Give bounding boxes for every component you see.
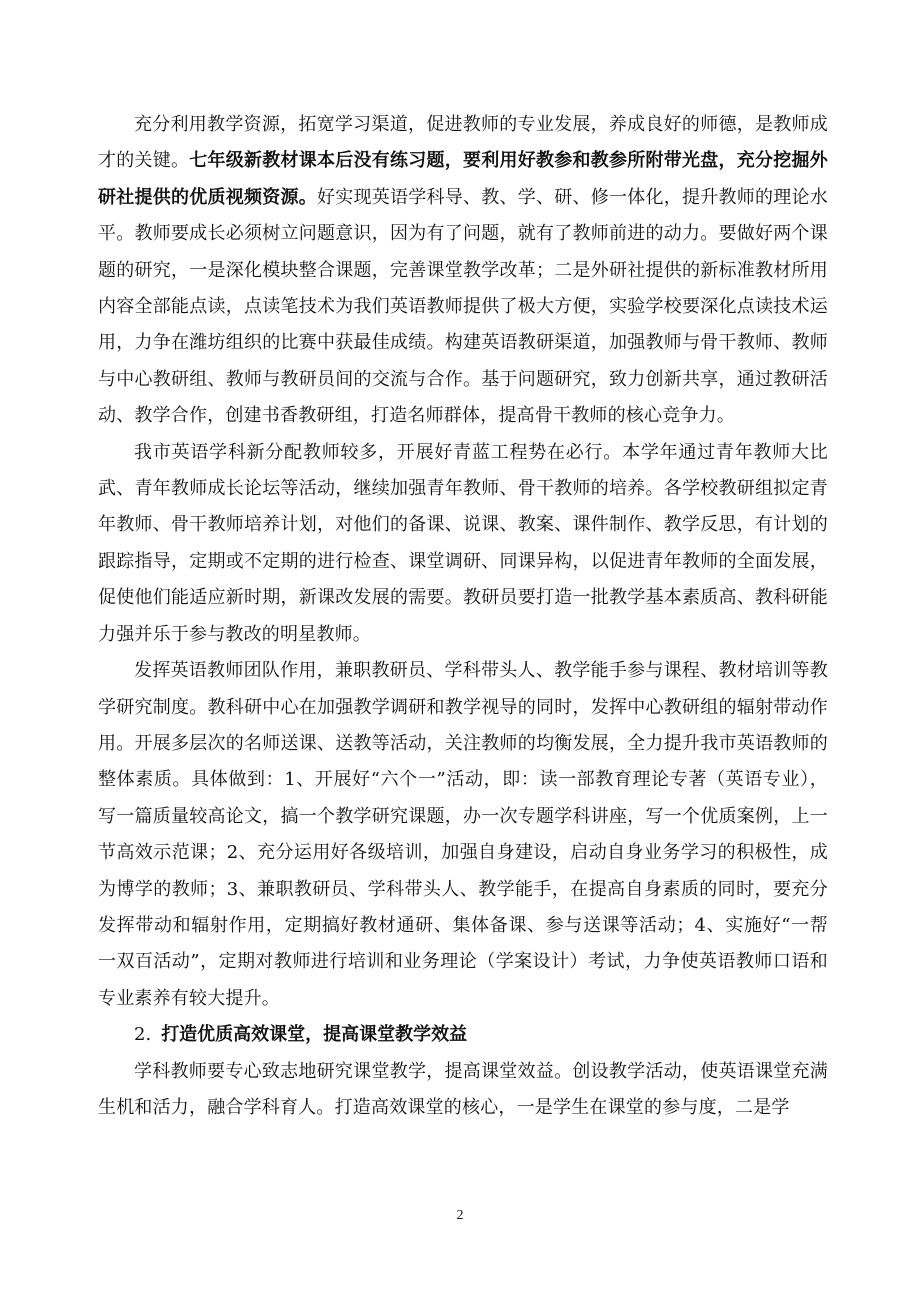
paragraph-text: 我市英语学科新分配教师较多，开展好青蓝工程势在必行。本学年通过青年教师大比武、青年教师成长论坛等活动，继续加强青年教师、骨干教师的培养。各学校教研组拟定青年教师、骨干教师培养计划，对他们的备课、说课、教案、课件制作、教学反思，有计划的跟踪指导，定期或不定期的进行检查、课堂调研、同课异构，以促进青年教师的全面发展，促使他们能适应新时期，新课改发展的需要。教研员要打造一批教学基本素质高、教科研能力强并乐于参与教改的明星教师。 [98,441,828,645]
paragraph-classroom-teaching [98,1054,828,1127]
emphasized-text: 七年级新教材课本后没有练习题，要利用好教参和教参所附带光盘，充分挖掘外研社提供的优质视频资源。 [98,150,829,208]
paragraph-teacher-team [98,653,828,1017]
paragraph-young-teachers [98,435,828,653]
paragraph-text: 好实现英语学科导、教、学、研、修一体化，提升教师的理论水平。教师要成长必须树立问题意识，因为有了问题，就有了教师前进的动力。要做好两个课题的研究，一是深化模块整合课题，完善课堂教学改革；二是外研社提供的新标准教材所用内容全部能点读，点读笔技术为我们英语教师提供了极大方便，实验学校要深化点读技术运用，力争在潍坊组织的比赛中获最佳成绩。构建英语教研渠道，加强教师与骨干教师、教师与中心教研组、教师与教研员间的交流与合作。基于问题研究，致力创新共享，通过教研活动、教学合作，创建书香教研组，打造名师群体，提高骨干教师的核心竞争力。 [98,186,828,427]
section-heading [98,1017,828,1053]
section-title: 打造优质高效课堂，提高课堂教学效益 [161,1024,468,1046]
body-text [98,107,828,1126]
section-number: 2. [134,1024,152,1046]
paragraph-text: 学科教师要专心致志地研究课堂教学，提高课堂效益。创设教学活动，使英语课堂充满生机和活力，融合学科育人。打造高效课堂的核心，一是学生在课堂的参与度，二是学 [98,1060,828,1118]
page-number: 2 [456,1208,464,1223]
paragraph-text: 发挥英语教师团队作用，兼职教研员、学科带头人、教学能手参与课程、教材培训等教学研究制度。教科研中心在加强教学调研和教学视导的同时，发挥中心教研组的辐射带动作用。开展多层次的名师送课、送教等活动，关注教师的均衡发展，全力提升我市英语教师的整体素质。具体做到：1、开展好“六个一”活动，即：读一部教育理论专著（英语专业），写一篇质量较高论文，搞一个教学研究课题，办一次专题学科讲座，写一个优质案例，上一节高效示范课；2、充分运用好各级培训，加强自身建设，启动自身业务学习的积极性，成为博学的教师；3、兼职教研员、学科带头人、教学能手，在提高自身素质的同时，要充分发挥带动和辐射作用，定期搞好教材通研、集体备课、参与送课等活动；4、实施好“一帮一双百活动”，定期对教师进行培训和业务理论（学案设计）考试，力争使英语教师口语和专业素养有较大提升。 [98,660,828,1009]
paragraph-teaching-resources [98,107,828,435]
paragraph-text: 充分利用教学资源，拓宽学习渠道，促进教师的专业发展，养成良好的师德，是教师成才的关键。 [98,114,828,172]
